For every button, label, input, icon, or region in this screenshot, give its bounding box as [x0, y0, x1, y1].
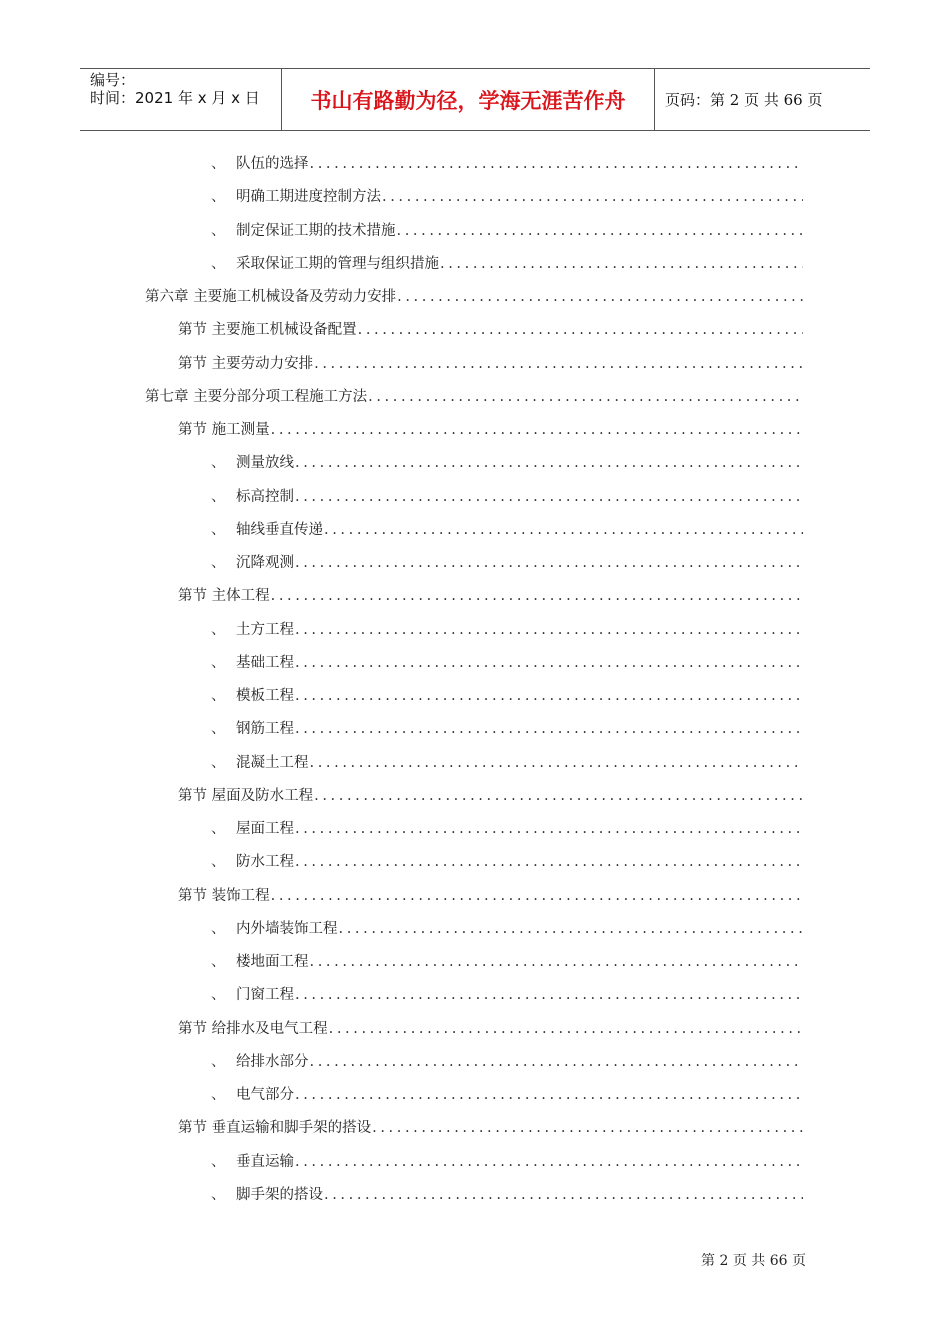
toc-entry-marker: 、 — [211, 255, 226, 272]
toc-entry-marker: 、 — [211, 854, 226, 871]
toc-entry-marker: 、 — [211, 654, 226, 671]
toc-entry-label: 防水工程 — [236, 854, 294, 871]
toc-entry-marker: 、 — [211, 156, 226, 172]
toc-entry — [211, 184, 803, 206]
toc-leader-dots — [329, 1020, 803, 1038]
toc-entry-label: 楼地面工程 — [236, 954, 309, 970]
toc-entry-label: 屋面工程 — [236, 821, 294, 837]
number-label: 编号： — [90, 71, 136, 89]
toc-entry-marker: 、 — [211, 1186, 226, 1203]
toc-entry — [145, 284, 803, 306]
toc-entry-label: 第节 主要施工机械设备配置 — [178, 322, 357, 339]
toc-entry-marker: 、 — [211, 920, 226, 937]
toc-entry — [211, 517, 803, 539]
toc-entry — [178, 883, 803, 905]
toc-entry-marker: 、 — [211, 821, 226, 837]
toc-entry-label: 测量放线 — [236, 455, 294, 472]
toc-leader-dots — [397, 288, 803, 306]
toc-entry — [178, 783, 803, 805]
toc-entry-label: 第节 给排水及电气工程 — [178, 1020, 328, 1037]
toc-entry — [211, 750, 803, 772]
toc-leader-dots — [295, 720, 803, 738]
toc-entry-label: 第节 装饰工程 — [178, 887, 270, 904]
toc-entry-marker: 、 — [211, 488, 226, 505]
toc-leader-dots — [314, 355, 803, 373]
toc-entry-label: 第节 屋面及防水工程 — [178, 787, 314, 804]
toc-entry — [211, 916, 803, 938]
toc-entry — [178, 1115, 803, 1137]
toc-entry-label: 明确工期进度控制方法 — [236, 189, 381, 206]
toc-leader-dots — [358, 321, 803, 339]
toc-leader-dots — [324, 521, 803, 539]
toc-entry-label: 第节 主要劳动力安排 — [178, 355, 314, 372]
toc-entry-marker: 、 — [211, 189, 226, 206]
toc-leader-dots — [310, 754, 804, 772]
toc-leader-dots — [295, 1086, 803, 1104]
toc-leader-dots — [295, 820, 803, 838]
toc-leader-dots — [382, 188, 803, 206]
toc-leader-dots — [397, 222, 804, 240]
page-footer: 第 2 页 共 66 页 — [701, 1253, 806, 1269]
toc-leader-dots — [295, 488, 803, 506]
toc-entry-label: 脚手架的搭设 — [236, 1186, 323, 1203]
toc-entry — [178, 583, 803, 605]
toc-entry — [211, 450, 803, 472]
toc-leader-dots — [368, 388, 803, 406]
toc-entry — [211, 251, 803, 273]
toc-entry-label: 混凝土工程 — [236, 754, 309, 771]
toc-entry — [145, 384, 803, 406]
toc-entry-label: 第节 垂直运输和脚手架的搭设 — [178, 1120, 372, 1137]
toc-entry-label: 钢筋工程 — [236, 721, 294, 738]
header-meta — [80, 69, 282, 130]
toc-entry-label: 第节 施工测量 — [178, 422, 270, 438]
toc-entry-marker: 、 — [211, 754, 226, 771]
toc-leader-dots — [271, 587, 803, 605]
toc-entry — [178, 351, 803, 373]
toc-entry-marker: 、 — [211, 1153, 226, 1170]
toc-leader-dots — [295, 554, 803, 572]
toc-entry-label: 采取保证工期的管理与组织措施 — [236, 255, 439, 272]
time-label: 时间：2021 年 x 月 x 日 — [90, 89, 260, 107]
toc-leader-dots — [310, 155, 804, 173]
toc-entry — [211, 1149, 803, 1171]
toc-entry — [211, 683, 803, 705]
toc-entry-label: 门窗工程 — [236, 987, 294, 1004]
toc-leader-dots — [295, 687, 803, 705]
toc-entry-label: 轴线垂直传递 — [236, 521, 323, 538]
page-header — [80, 68, 870, 131]
toc-entry — [211, 716, 803, 738]
toc-leader-dots — [271, 421, 803, 439]
toc-entry-marker: 、 — [211, 455, 226, 472]
toc-entry — [211, 218, 803, 240]
toc-leader-dots — [295, 621, 803, 639]
toc-entry-marker: 、 — [211, 1053, 226, 1070]
toc-entry — [211, 617, 803, 639]
toc-entry — [211, 484, 803, 506]
toc-leader-dots — [295, 454, 803, 472]
toc-entry-label: 基础工程 — [236, 654, 294, 671]
toc-entry-label: 第节 主体工程 — [178, 588, 270, 605]
toc-entry-marker: 、 — [211, 721, 226, 738]
toc-entry-label: 垂直运输 — [236, 1153, 294, 1170]
toc-entry — [178, 317, 803, 339]
toc-entry — [211, 1082, 803, 1104]
toc-entry-marker: 、 — [211, 555, 226, 571]
toc-entry-label: 内外墙装饰工程 — [236, 920, 338, 937]
toc-entry-marker: 、 — [211, 1087, 226, 1103]
toc-leader-dots — [310, 953, 804, 971]
toc-leader-dots — [324, 1186, 803, 1204]
toc-entry-label: 标高控制 — [236, 488, 294, 505]
toc-entry — [211, 1049, 803, 1071]
header-page-info: 页码：第 2 页 共 66 页 — [665, 91, 823, 109]
toc-leader-dots — [372, 1119, 803, 1137]
toc-leader-dots — [271, 887, 803, 905]
toc-entry-label: 电气部分 — [236, 1087, 294, 1103]
toc-entry-label: 给排水部分 — [236, 1053, 309, 1070]
toc-entry — [211, 816, 803, 838]
toc-entry — [178, 417, 803, 439]
toc-entry — [211, 1182, 803, 1204]
toc-entry-label: 土方工程 — [236, 621, 294, 638]
header-motto: 书山有路勤为径，学海无涯苦作舟 — [310, 88, 626, 113]
toc-leader-dots — [310, 1053, 804, 1071]
toc-leader-dots — [339, 920, 804, 938]
toc-entry-marker: 、 — [211, 521, 226, 538]
header-motto-cell — [282, 69, 655, 130]
toc-leader-dots — [295, 853, 803, 871]
toc-leader-dots — [295, 1153, 803, 1171]
toc-entry — [211, 949, 803, 971]
toc-entry-label: 模板工程 — [236, 688, 294, 704]
toc-entry — [211, 982, 803, 1004]
toc-entry-marker: 、 — [211, 987, 226, 1004]
toc-entry — [211, 550, 803, 572]
toc-entry-marker: 、 — [211, 621, 226, 638]
toc-entry-label: 队伍的选择 — [236, 156, 309, 172]
toc-entry — [178, 1016, 803, 1038]
toc-entry — [211, 849, 803, 871]
toc-entry-marker: 、 — [211, 954, 226, 970]
toc-entry-label: 沉降观测 — [236, 555, 294, 571]
toc-entry — [211, 151, 803, 173]
toc-entry-label: 第七章 主要分部分项工程施工方法 — [145, 388, 368, 405]
toc-leader-dots — [295, 986, 803, 1004]
toc-leader-dots — [440, 255, 803, 273]
toc-entry-label: 第六章 主要施工机械设备及劳动力安排 — [145, 289, 397, 305]
toc-entry-label: 制定保证工期的技术措施 — [236, 222, 396, 239]
toc-leader-dots — [295, 654, 803, 672]
toc-entry — [211, 650, 803, 672]
toc-entry-marker: 、 — [211, 688, 226, 704]
toc-leader-dots — [314, 787, 803, 805]
toc-entry-marker: 、 — [211, 222, 226, 239]
